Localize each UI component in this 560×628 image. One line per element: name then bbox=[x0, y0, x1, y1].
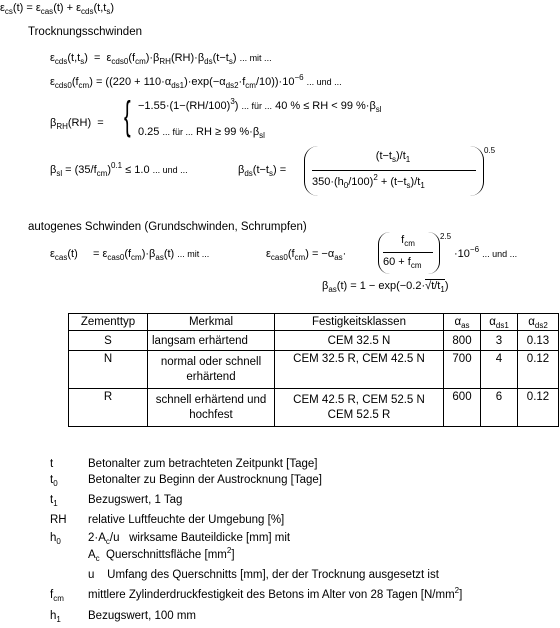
eq-bds-numerator: $(t-t_s)/t_1$ bbox=[375, 150, 411, 164]
legend-desc: Betonalter zum betrachteten Zeitpunkt [Tage] bbox=[88, 458, 318, 470]
legend-desc: u Umfang des Querschnitts [mm], der der Trocknung ausgesetzt ist bbox=[88, 569, 439, 581]
table-cell: 700 bbox=[444, 351, 481, 389]
eq-bas: $\beta_{as}(t) = 1 - \exp(-0.2\cdot√t/t_1)$ bbox=[322, 280, 449, 294]
eq-brh-case1: $-1.55\cdot(1-(RH/100)^3)$ ... für ... 40 % ≤ RH < 99 $\%\cdot\beta_{sl}$ bbox=[138, 97, 382, 114]
table-cell: langsam erhärtend bbox=[148, 331, 275, 351]
col-header: $\alpha_{ds2}$ bbox=[518, 314, 559, 331]
eq-bds-label: $\beta_{ds}(t-t_s)$ = bbox=[238, 164, 287, 178]
col-header: Festigkeitsklassen bbox=[275, 314, 444, 331]
eq-cas: $\varepsilon_{cas}(t)$ = $\varepsilon_{cas0}(f_{cm})\cdot\beta_{as}(t)$ ... mit ... bbox=[50, 248, 210, 262]
eq-cas0-exponent: 2.5 bbox=[440, 232, 452, 241]
fraction-bar bbox=[383, 252, 433, 253]
table-row bbox=[69, 351, 559, 389]
eq-cas0-numerator: $f_{cm}$ bbox=[401, 234, 415, 248]
table-cell: 6 bbox=[481, 389, 518, 427]
eq-cds: $\varepsilon_{cds}(t,t_s) = \varepsilon_{cds0}(f_{cm})\cdot\beta_{RH}(RH)\cdot\beta_{ds}(t-t_s)$ ... mit ... bbox=[50, 52, 272, 66]
fraction-bar bbox=[312, 170, 476, 171]
eq-cds0: $\varepsilon_{cds0}(f_{cm}) = ((220 + 110\cdot\alpha_{ds1})\cdot\exp(-\alpha_{ds2}\cdot f_{cm}/10))\cdot 10^{-6}$ ... und ... bbox=[50, 73, 342, 90]
legend-desc: Bezugswert, 1 Tag bbox=[88, 494, 183, 506]
table-cell: 0.12 bbox=[518, 389, 559, 427]
legend-symbol: RH bbox=[50, 514, 67, 526]
eq-cas0-tail: $\cdot 10^{-6}$ ... und ... bbox=[454, 245, 518, 260]
table-cell: schnell erhärtend und hochfest bbox=[148, 389, 275, 427]
eq-bds-denominator: $350\cdot(h_0/100)^2 + (t-t_s)/t_1$ bbox=[312, 173, 425, 190]
heading-autogenous-shrinkage: autogenes Schwinden (Grundschwinden, Schrumpfen) bbox=[28, 221, 307, 233]
table-cell: 0.13 bbox=[518, 331, 559, 351]
eq-brh-label: $\beta_{RH}(RH)$ = bbox=[50, 117, 104, 131]
table-cell: CEM 42.5 R, CEM 52.5 N CEM 52.5 R bbox=[275, 389, 444, 427]
legend-desc: $2\cdot A_c/u$ wirksame Bauteildicke [mm] mit bbox=[88, 532, 291, 546]
table-cell: 800 bbox=[444, 331, 481, 351]
eq-brh-case2: 0.25 ... für ... RH ≥ 99 $\%\cdot\beta_{sl}$ bbox=[138, 126, 265, 140]
col-header: Merkmal bbox=[148, 314, 275, 331]
table-row bbox=[69, 389, 559, 427]
legend-symbol: $h_0$ bbox=[50, 532, 61, 546]
table-cell: 4 bbox=[481, 351, 518, 389]
brace-icon: { bbox=[124, 94, 131, 138]
eq-cas0-label: $\varepsilon_{cas0}(f_{cm}) = -\alpha_{as}\cdot$ bbox=[266, 248, 347, 262]
table-cell: 0.12 bbox=[518, 351, 559, 389]
legend-symbol: $f_{cm}$ bbox=[50, 589, 64, 603]
eq-bsl: $\beta_{sl} = (35/f_{cm})^{0.1} \le 1.0$ ... und ... bbox=[50, 161, 188, 178]
legend-desc: mittlere Zylinderdruckfestigkeit des Betons im Alter von 28 Tagen $[N/mm^2]$ bbox=[88, 586, 463, 601]
col-header: Zementtyp bbox=[69, 314, 148, 331]
legend-desc: relative Luftfeuchte der Umgebung [%] bbox=[88, 514, 285, 526]
table-cell: normal oder schnell erhärtend bbox=[148, 351, 275, 389]
col-header: $\alpha_{as}$ bbox=[444, 314, 481, 331]
eq-bds-exponent: 0.5 bbox=[484, 146, 496, 155]
legend-symbol: $h_1$ bbox=[50, 610, 61, 624]
legend-symbol: $t_1$ bbox=[50, 494, 58, 508]
table-cell: R bbox=[69, 389, 148, 427]
cement-table bbox=[68, 313, 559, 427]
legend-desc: $A_c$ Querschnittsfläche $[mm^2]$ bbox=[88, 546, 235, 563]
heading-drying-shrinkage: Trocknungsschwinden bbox=[28, 26, 142, 38]
legend-symbol: t bbox=[50, 458, 54, 470]
table-cell: S bbox=[69, 331, 148, 351]
table-cell: N bbox=[69, 351, 148, 389]
eq-cs: $\varepsilon_{cs}(t) = \varepsilon_{cas}(t) + \varepsilon_{cds}(t,t_s)$ bbox=[0, 2, 114, 16]
table-cell: 600 bbox=[444, 389, 481, 427]
legend-desc: Bezugswert, 100 mm bbox=[88, 610, 197, 622]
table-cell: CEM 32.5 N bbox=[275, 331, 444, 351]
legend-desc: Betonalter zu Beginn der Austrocknung [Tage] bbox=[88, 474, 322, 486]
table-cell: CEM 32.5 R, CEM 42.5 N bbox=[275, 351, 444, 389]
legend-symbol: $t_0$ bbox=[50, 474, 58, 488]
col-header: $\alpha_{ds1}$ bbox=[481, 314, 518, 331]
eq-cas0-denominator: $60 + f_{cm}$ bbox=[383, 256, 422, 270]
table-header-row bbox=[69, 314, 559, 331]
table-row bbox=[69, 331, 559, 351]
table-cell: 3 bbox=[481, 331, 518, 351]
